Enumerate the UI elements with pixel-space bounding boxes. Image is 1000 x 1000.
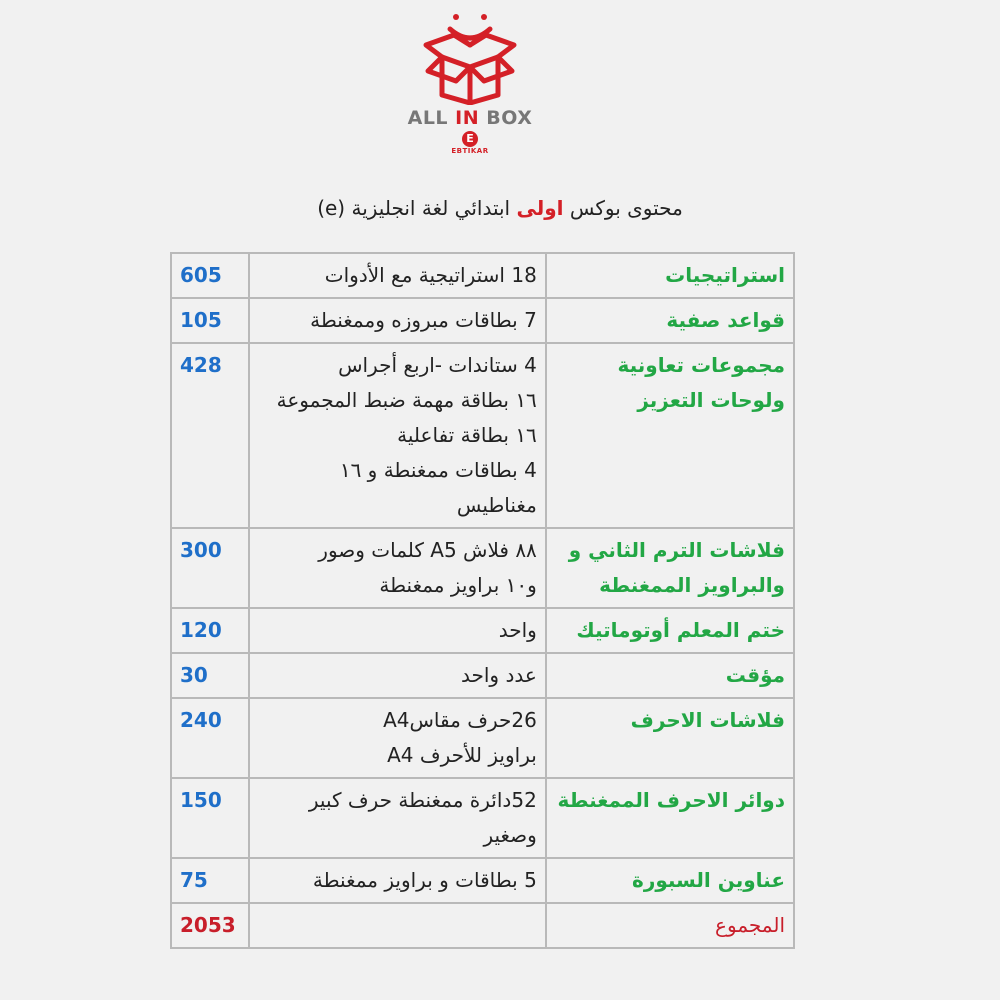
description-line: 4 ستاندات -اربع أجراس bbox=[338, 353, 537, 377]
description-line: 18 استراتيجية مع الأدوات bbox=[324, 263, 537, 287]
description-cell bbox=[249, 698, 546, 778]
price-cell: 428 bbox=[171, 343, 249, 528]
table-row bbox=[171, 698, 794, 778]
description-cell bbox=[249, 528, 546, 608]
contents-table bbox=[170, 252, 795, 949]
table-row bbox=[171, 778, 794, 858]
description-line: براويز للأحرف A4 bbox=[387, 743, 537, 767]
price-cell: 150 bbox=[171, 778, 249, 858]
description-line: 5 بطاقات و براويز ممغنطة bbox=[312, 868, 537, 892]
price-cell: 120 bbox=[171, 608, 249, 653]
table-row bbox=[171, 298, 794, 343]
description-line: ١٦ بطاقة مهمة ضبط المجموعة bbox=[276, 388, 537, 412]
table-row bbox=[171, 608, 794, 653]
table-row bbox=[171, 343, 794, 528]
category-cell: دوائر الاحرف الممغنطة bbox=[546, 778, 794, 858]
description-cell bbox=[249, 778, 546, 858]
category-cell: مؤقت bbox=[546, 653, 794, 698]
description-line: 7 بطاقات مبروزه وممغنطة bbox=[310, 308, 537, 332]
total-row bbox=[171, 903, 794, 948]
description-line: 52دائرة ممغنطة حرف كبير وصغير bbox=[308, 788, 537, 847]
smiling-box-icon bbox=[418, 5, 522, 105]
brand-badge: E bbox=[462, 131, 478, 147]
table-row bbox=[171, 653, 794, 698]
page-title: محتوى بوكس اولى ابتدائي لغة انجليزية (e) bbox=[317, 196, 683, 220]
description-line: 4 بطاقات ممغنطة و ١٦ مغناطيس bbox=[339, 458, 537, 517]
brand-name: ALL IN BOX bbox=[407, 107, 533, 129]
description-line: 26حرف مقاسA4 bbox=[383, 708, 537, 732]
description-cell bbox=[249, 608, 546, 653]
category-cell: ختم المعلم أوتوماتيك bbox=[546, 608, 794, 653]
category-cell: مجموعات تعاونية ولوحات التعزيز bbox=[546, 343, 794, 528]
description-cell bbox=[249, 298, 546, 343]
category-cell: عناوين السبورة bbox=[546, 858, 794, 903]
logo bbox=[400, 5, 540, 175]
price-cell: 30 bbox=[171, 653, 249, 698]
table-row bbox=[171, 253, 794, 298]
brand-sub: EBTIKAR bbox=[451, 147, 489, 155]
price-cell: 75 bbox=[171, 858, 249, 903]
category-cell: قواعد صفية bbox=[546, 298, 794, 343]
price-cell: 105 bbox=[171, 298, 249, 343]
price-cell: 605 bbox=[171, 253, 249, 298]
description-cell bbox=[249, 343, 546, 528]
total-label: المجموع bbox=[546, 903, 794, 948]
description-line: ٨٨ فلاش A5 كلمات وصور bbox=[318, 538, 537, 562]
total-value: 2053 bbox=[171, 903, 249, 948]
category-cell: فلاشات الترم الثاني و والبراويز الممغنطة bbox=[546, 528, 794, 608]
description-line: و١٠ براويز ممغنطة bbox=[379, 573, 537, 597]
table-row bbox=[171, 858, 794, 903]
price-cell: 240 bbox=[171, 698, 249, 778]
category-cell: فلاشات الاحرف bbox=[546, 698, 794, 778]
price-cell: 300 bbox=[171, 528, 249, 608]
description-line: عدد واحد bbox=[461, 663, 537, 687]
table-row bbox=[171, 528, 794, 608]
total-empty-cell bbox=[249, 903, 546, 948]
description-cell bbox=[249, 653, 546, 698]
description-line: ١٦ بطاقة تفاعلية bbox=[397, 423, 537, 447]
description-line: واحد bbox=[498, 618, 537, 642]
category-cell: استراتيجيات bbox=[546, 253, 794, 298]
description-cell bbox=[249, 858, 546, 903]
description-cell bbox=[249, 253, 546, 298]
